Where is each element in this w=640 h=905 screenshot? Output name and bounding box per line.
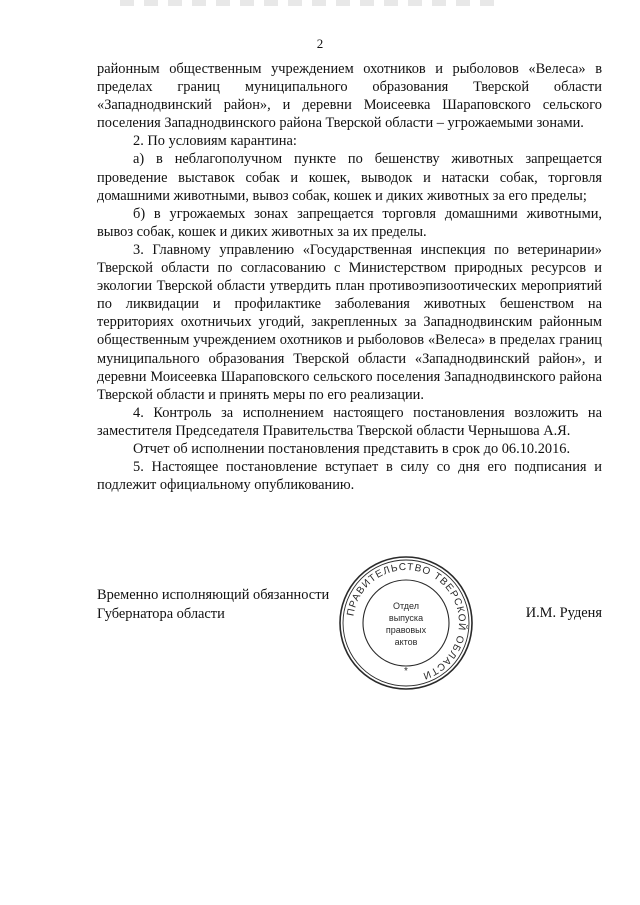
- stamp-graphic: [338, 555, 474, 691]
- page-number: 2: [316, 36, 324, 51]
- paragraph-item-3: 3. Главному управлению «Государственная инспекция по ветеринарии» Тверской области по согласованию с Министерством природных ресурсов и экологии Тверской области утвердить план противоэпизоотических мероприятий по ликвидации и профилактике заболевания животных бешенством на территориях охотничьих угодий, закрепленных за Западнодвинским районным общественным учреждением охотников и рыболовов «Велеса» в пределах границ муниципального образования Тверской области «Западнодвинский район», и деревни Моисеевка Шараповского сельского поселения Западнодвинского района Тверской области и принять меры по его реализации.: [97, 241, 602, 403]
- stamp-inner-ring: [363, 580, 449, 666]
- paragraph-item-2b: б) в угрожаемых зонах запрещается торговля домашними животными, вывоз собак, кошек и диких животных за их пределы.: [97, 205, 602, 240]
- signer-position: [97, 586, 357, 623]
- paragraph-continuation: районным общественным учреждением охотников и рыболовов «Велеса» в пределах границ муниципального образования Тверской области «Западнодвинский район», и деревни Моисеевка Шараповского сельского поселения Западнодвинского района Тверской области – угрожаемыми зонами.: [97, 61, 602, 132]
- stamp-center-line4: актов: [394, 637, 418, 647]
- paragraph-item-5: 5. Настоящее постановление вступает в силу со дня его подписания и подлежит официальному опубликованию.: [97, 459, 602, 494]
- signer-position-line1: Временно исполняющий обязанности: [97, 587, 330, 603]
- paragraph-report-deadline: Отчет об исполнении постановления представить в срок до 06.10.2016.: [133, 440, 571, 457]
- official-stamp: [338, 555, 474, 691]
- signer-position-line2: Губернатора области: [97, 605, 225, 622]
- stamp-center-line3: правовых: [385, 625, 427, 635]
- scan-artifact: [120, 0, 500, 6]
- stamp-ring-text: ПРАВИТЕЛЬСТВО ТВЕРСКОЙ ОБЛАСТИ: [345, 561, 468, 682]
- paragraph-item-4: 4. Контроль за исполнением настоящего постановления возложить на заместителя Председателя Правительства Тверской области Чернышова А.Я.: [97, 404, 602, 439]
- stamp-star-icon: *: [404, 666, 408, 677]
- paragraph-item-2a: а) в неблагополучном пункте по бешенству животных запрещается проведение выставок собак и кошек, выводок и натаски собак, торговля домашними животными, вывоз собак, кошек и диких животных за его пределы;: [97, 151, 602, 204]
- stamp-center-line1: Отдел: [392, 601, 420, 611]
- signer-name: И.М. Руденя: [525, 605, 602, 621]
- stamp-center-line2: выпуска: [388, 613, 424, 623]
- paragraph-item-2: 2. По условиям карантина:: [133, 133, 297, 150]
- document-body: [97, 60, 602, 494]
